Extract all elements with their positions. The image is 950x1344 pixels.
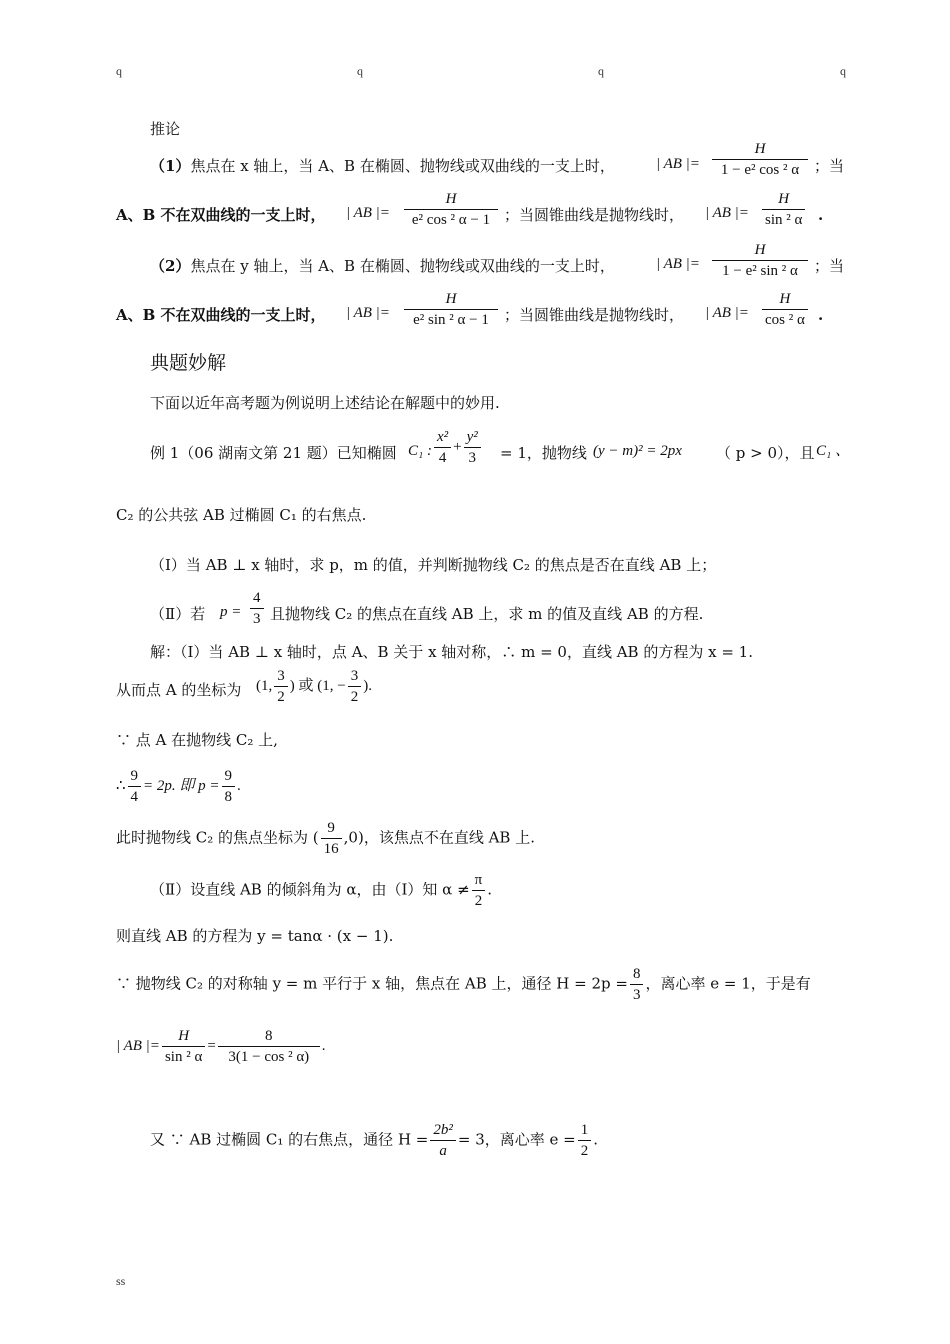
example-line2: C₂ 的公共弦 AB 过椭圆 C₁ 的右焦点. bbox=[116, 506, 367, 524]
solution-line-10 bbox=[150, 1120, 598, 1161]
footer-mark: ss bbox=[116, 1274, 126, 1288]
question-1: （Ⅰ）当 AB ⊥ x 轴时，求 p，m 的值，并判断抛物线 C₂ 的焦点是否在直线 AB 上； bbox=[150, 556, 717, 574]
solution-line-8 bbox=[116, 964, 811, 1005]
fraction-denominator: 16 bbox=[321, 838, 342, 859]
coordinate-expression bbox=[256, 666, 372, 707]
text-fragment: ). bbox=[363, 677, 372, 694]
fraction-denominator: 3 bbox=[250, 608, 264, 629]
fraction-numerator: 3 bbox=[350, 668, 359, 684]
fraction-denominator: 3 bbox=[630, 984, 644, 1005]
abs-ab: | AB |= bbox=[346, 305, 390, 321]
fraction-denominator: e² cos ² α − 1 bbox=[404, 209, 498, 230]
formula-fraction bbox=[402, 189, 500, 230]
text-fragment: = bbox=[207, 1037, 216, 1054]
text-fragment: ，离心率 e = 1，于是有 bbox=[645, 974, 811, 993]
abs-ab: | AB |= bbox=[346, 205, 390, 221]
fraction-numerator: H bbox=[754, 242, 766, 258]
solution-line-7: 则直线 AB 的方程为 y = tanα · (x − 1). bbox=[116, 927, 394, 945]
fraction-numerator: 8 bbox=[265, 1028, 273, 1044]
fraction-numerator: 4 bbox=[253, 590, 261, 606]
solution-line-9 bbox=[116, 1026, 326, 1067]
fraction-numerator: x² bbox=[437, 429, 449, 445]
text-fragment: （Ⅱ）设直线 AB 的倾斜角为 α，由（Ⅰ）知 α ≠ bbox=[150, 880, 470, 899]
fraction-denominator: a bbox=[430, 1140, 456, 1161]
question-2-start: （Ⅱ）若 bbox=[150, 605, 206, 623]
text-fragment: ∴ bbox=[116, 777, 126, 794]
inference-p2 bbox=[150, 256, 615, 276]
item-number: （2） bbox=[150, 257, 191, 275]
fraction-denominator: 1 − e² sin ² α bbox=[712, 260, 808, 281]
fraction-numerator: 9 bbox=[327, 820, 335, 836]
fraction-denominator: 4 bbox=[434, 447, 451, 468]
formula-fraction bbox=[710, 240, 810, 281]
text-fragment: = 2p. 即 p = bbox=[143, 777, 220, 794]
text-fragment: . bbox=[237, 777, 241, 794]
fraction-denominator: 2 bbox=[274, 686, 288, 707]
fraction-denominator: 8 bbox=[222, 786, 236, 807]
fraction-numerator: H bbox=[445, 291, 457, 307]
fraction-denominator: 1 − e² cos ² α bbox=[712, 159, 808, 180]
fraction-numerator: H bbox=[779, 291, 791, 307]
question-2-end: 且抛物线 C₂ 的焦点在直线 AB 上，求 m 的值及直线 AB 的方程. bbox=[270, 605, 704, 623]
formula-fraction bbox=[248, 588, 266, 629]
intro-text: 下面以近年高考题为例说明上述结论在解题中的妙用. bbox=[150, 394, 500, 412]
text-fragment: = 3，离心率 e = bbox=[457, 1130, 576, 1149]
fraction-numerator: H bbox=[754, 141, 766, 157]
fraction-numerator: y² bbox=[466, 429, 478, 445]
text-fragment: ∵ 抛物线 C₂ 的对称轴 y = m 平行于 x 轴，焦点在 AB 上，通径 H = 2p = bbox=[116, 974, 628, 993]
abs-ab: | AB |= bbox=[705, 305, 749, 321]
section-title: 典题妙解 bbox=[150, 352, 227, 374]
abs-ab: | AB |= bbox=[705, 205, 749, 221]
fraction-denominator: 2 bbox=[348, 686, 362, 707]
fraction-denominator: sin ² α bbox=[762, 209, 805, 230]
inference-p1 bbox=[150, 156, 615, 176]
separator: ；当 bbox=[814, 257, 845, 275]
q2-p: p = bbox=[220, 604, 242, 620]
formula-fraction bbox=[760, 289, 810, 330]
fraction-denominator: e² sin ² α − 1 bbox=[404, 309, 498, 330]
ellipse-name: C₁ : bbox=[408, 443, 432, 459]
text-fragment: ) 或 (1, − bbox=[289, 677, 346, 694]
formula-fraction bbox=[760, 189, 807, 230]
fraction-numerator: 2b² bbox=[433, 1122, 453, 1138]
period: . bbox=[818, 306, 824, 324]
text-fragment: 此时抛物线 C₂ 的焦点坐标为 ( bbox=[116, 828, 319, 847]
header-mark: q bbox=[598, 64, 604, 78]
fraction-numerator: H bbox=[178, 1028, 190, 1044]
text-fragment: ,0)，该焦点不在直线 AB 上. bbox=[343, 828, 535, 847]
solution-line-2-start: 从而点 A 的坐标为 bbox=[116, 681, 242, 699]
period: . bbox=[818, 206, 824, 224]
solution-line-6 bbox=[150, 870, 492, 911]
item-text: 焦点在 y 轴上，当 A、B 在椭圆、抛物线或双曲线的一支上时， bbox=[190, 257, 615, 275]
header-mark: q bbox=[116, 64, 122, 78]
solution-line-3: ∵ 点 A 在抛物线 C₂ 上, bbox=[116, 731, 278, 749]
inference-p2-mid: ；当圆锥曲线是抛物线时， bbox=[504, 306, 685, 324]
formula-fraction: $\frac{\text{x²}}{4}$ + $\frac{\text{y²}}{3}$ bbox=[432, 427, 483, 468]
header-mark: q bbox=[357, 64, 363, 78]
fraction-denominator: sin ² α bbox=[162, 1046, 205, 1067]
formula-fraction bbox=[710, 139, 810, 180]
item-number: （1） bbox=[150, 157, 191, 175]
text-fragment: . bbox=[487, 880, 493, 899]
parabola-equation: (y − m)² = 2px bbox=[593, 443, 682, 459]
text-fragment: 又 ∵ AB 过椭圆 C₁ 的右焦点，通径 H = bbox=[150, 1130, 429, 1149]
fraction-numerator: 8 bbox=[632, 966, 641, 982]
fraction-denominator: cos ² α bbox=[762, 309, 808, 330]
fraction-numerator: 9 bbox=[224, 768, 233, 784]
inference-p2-line2: A、B 不在双曲线的一支上时， bbox=[116, 306, 326, 324]
separator: ；当 bbox=[814, 157, 845, 175]
header-mark: q bbox=[840, 64, 846, 78]
text-fragment: . bbox=[321, 1037, 326, 1054]
fraction-numerator: 9 bbox=[130, 768, 139, 784]
inference-p1-mid: ；当圆锥曲线是抛物线时， bbox=[504, 206, 685, 224]
fraction-numerator: H bbox=[445, 191, 457, 207]
text-fragment: (1, bbox=[256, 677, 273, 694]
solution-line-1: 解：（Ⅰ）当 AB ⊥ x 轴时，点 A、B 关于 x 轴对称，∴ m = 0，直线 AB 的方程为 x = 1. bbox=[150, 643, 753, 661]
example-eq-one: = 1，抛物线 bbox=[500, 444, 587, 462]
fraction-denominator: 2 bbox=[578, 1140, 592, 1161]
fraction-numerator: H bbox=[778, 191, 790, 207]
fraction-numerator: 1 bbox=[580, 1122, 589, 1138]
fraction-denominator: 3 bbox=[464, 447, 481, 468]
example-p-cond: （ p > 0），且 bbox=[716, 444, 815, 462]
abs-ab: | AB |= bbox=[656, 156, 700, 172]
solution-line-4 bbox=[116, 766, 241, 807]
solution-line-5 bbox=[116, 818, 535, 859]
fraction-numerator: π bbox=[474, 872, 483, 888]
inference-title: 推论 bbox=[150, 120, 181, 138]
text-fragment: . bbox=[593, 1130, 599, 1149]
abs-ab: | AB |= bbox=[656, 256, 700, 272]
text-fragment: | AB |= bbox=[116, 1037, 160, 1054]
fraction-denominator: 2 bbox=[472, 890, 486, 911]
fraction-numerator: 3 bbox=[277, 668, 285, 684]
example-label: 例 1（06 湖南文第 21 题）已知椭圆 bbox=[150, 444, 397, 462]
ellipse-c1: C₁ 、 bbox=[816, 443, 850, 459]
fraction-denominator: 4 bbox=[128, 786, 142, 807]
inference-p1-line2: A、B 不在双曲线的一支上时， bbox=[116, 206, 326, 224]
fraction-denominator: 3(1 − cos ² α) bbox=[218, 1046, 320, 1067]
formula-fraction bbox=[402, 289, 500, 330]
item-text: 焦点在 x 轴上，当 A、B 在椭圆、抛物线或双曲线的一支上时， bbox=[190, 157, 615, 175]
